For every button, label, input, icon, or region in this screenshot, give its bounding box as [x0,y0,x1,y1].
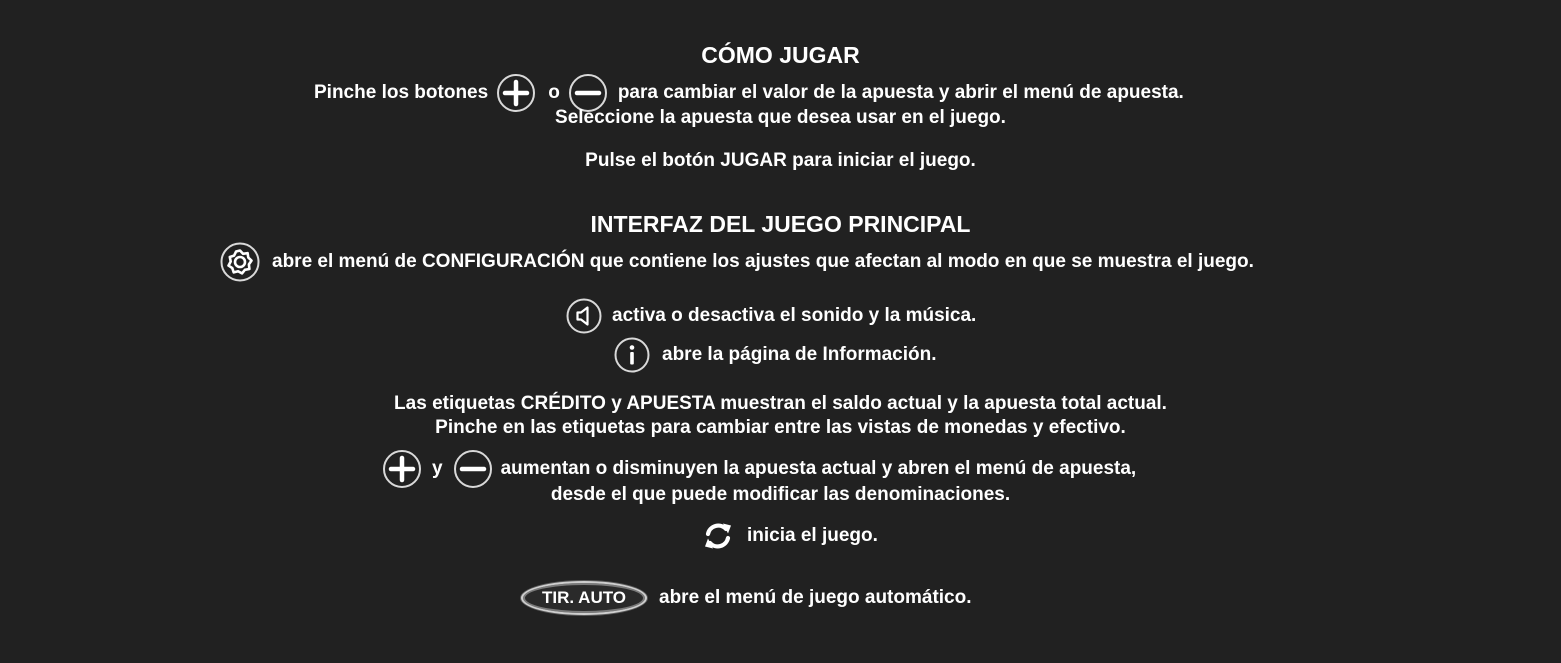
interface-title: INTERFAZ DEL JUEGO PRINCIPAL [590,211,971,237]
speaker-icon [566,298,602,334]
how-to-play-line-1-after: para cambiar el valor de la apuesta y abrir el menú de apuesta. [617,82,1184,103]
sound-row [566,296,976,336]
bet-line-2: desde el que puede modificar las denominaciones. [550,484,1011,505]
sound-text: activa o desactiva el sonido y la música. [612,305,977,326]
autoplay-button-sample: TIR. AUTO [521,581,647,615]
info-row [614,335,937,375]
how-to-play-line-1-before: Pinche los botones [314,82,489,103]
labels-line-2: Pinche en las etiquetas para cambiar entre las vistas de monedas y efectivo. [435,417,1126,438]
spin-text: inicia el juego. [747,525,878,546]
how-to-play-line-2: Seleccione la apuesta que desea usar en el juego. [555,107,1006,128]
settings-row [220,241,1254,283]
how-to-play-line-1-or: o [548,82,560,103]
gear-icon [220,242,260,282]
bet-and: y [432,458,443,479]
autoplay-text: abre el menú de juego automático. [659,587,972,608]
info-icon [614,337,650,373]
info-text: abre la página de Información. [662,344,937,365]
how-to-play-title: CÓMO JUGAR [701,42,860,68]
settings-text: abre el menú de CONFIGURACIÓN que contiene los ajustes que afectan al modo en que se muestra el juego. [272,251,1254,272]
bet-line-1: aumentan o disminuyen la apuesta actual y abren el menú de apuesta, [500,458,1137,479]
refresh-arrows-icon [701,519,735,553]
spin-row [701,517,878,555]
how-to-play-line-3: Pulse el botón JUGAR para iniciar el juego. [585,150,976,171]
autoplay-row [521,580,972,616]
labels-line-1: Las etiquetas CRÉDITO y APUESTA muestran el saldo actual y la apuesta total actual. [394,393,1167,414]
